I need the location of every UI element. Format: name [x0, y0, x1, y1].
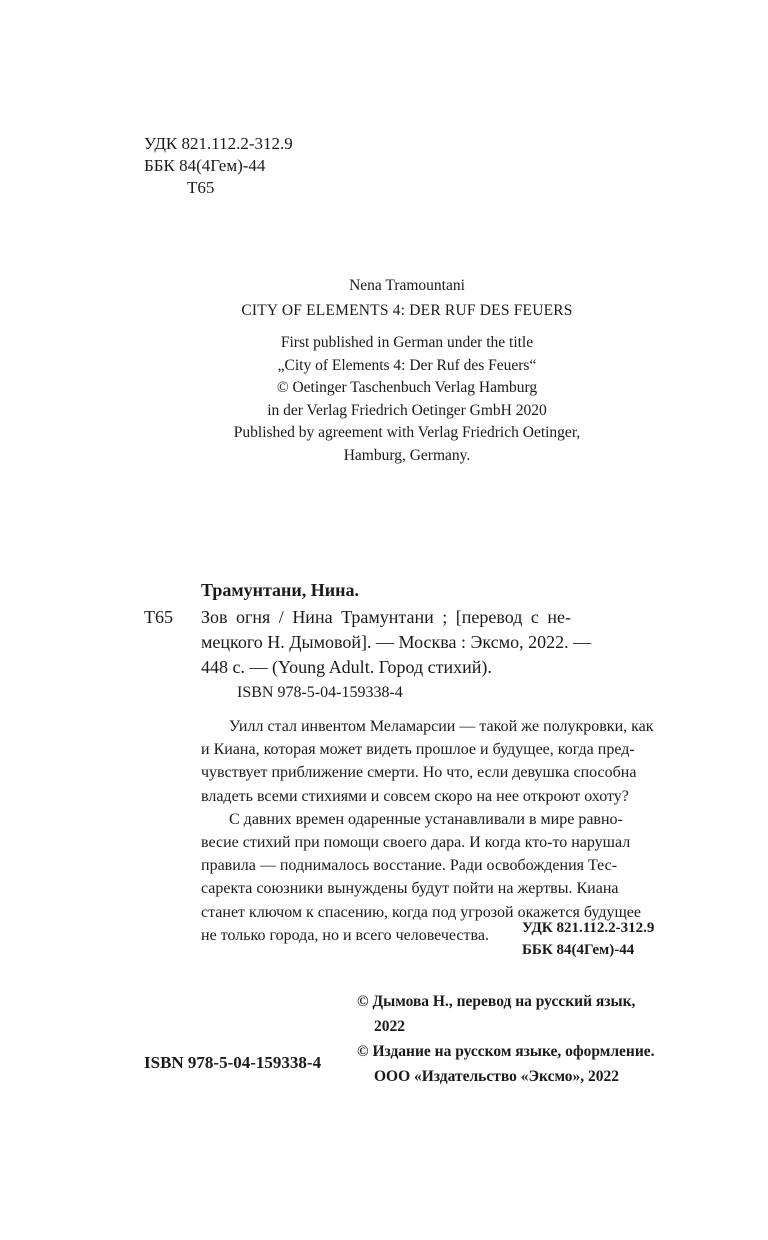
annotation-line: не только города, но и всего человечества.	[201, 926, 489, 944]
original-author: Nena Tramountani	[349, 277, 465, 294]
publication-line: © Oetinger Taschenbuch Verlag Hamburg	[276, 379, 538, 396]
publication-line: First published in German under the title	[280, 334, 534, 351]
copyright-line: 2022	[374, 1018, 405, 1035]
publication-line: Hamburg, Germany.	[343, 446, 471, 464]
bibliographic-line: мецкого Н. Дымовой]. — Москва : Эксмо, 2022. —	[201, 632, 592, 652]
classification-repeat	[522, 917, 654, 961]
annotation	[201, 715, 675, 947]
copyright-line: ООО «Издательство «Эксмо», 2022	[374, 1068, 620, 1085]
annotation-line: Уилл стал инвентом Меламарсии — такой же полукровки, как	[229, 718, 654, 735]
udk-code: УДК 821.112.2-312.9	[144, 134, 293, 153]
publication-line: „City of Elements 4: Der Ruf des Feuers“	[277, 356, 537, 374]
isbn-main: ISBN 978-5-04-159338-4	[144, 1053, 322, 1072]
bibliographic-code: Т65	[144, 607, 173, 627]
author-mark: Т65	[187, 178, 215, 197]
annotation-line: владеть всеми стихиями и совсем скоро на нее откроют охоту?	[201, 787, 629, 805]
copyright-notice	[357, 989, 655, 1089]
annotation-line: С давних времен одаренные устанавливали в мире равно-	[229, 810, 623, 828]
annotation-line: и Киана, которая может видеть прошлое и будущее, когда пред-	[201, 741, 635, 759]
bibliographic-line: 448 с. — (Young Adult. Город стихий).	[201, 657, 492, 677]
annotation-line: чувствует приближение смерти. Но что, если девушка способна	[201, 764, 637, 782]
original-publication-info	[144, 332, 670, 467]
annotation-line: правила — поднималось восстание. Ради освобождения Тес-	[201, 857, 618, 875]
publication-line: in der Verlag Friedrich Oetinger GmbH 2020	[267, 401, 547, 419]
classification-block	[144, 133, 293, 199]
bibliographic-isbn: ISBN 978-5-04-159338-4	[237, 684, 403, 701]
udk-code-repeat: УДК 821.112.2-312.9	[522, 920, 655, 936]
original-title: CITY OF ELEMENTS 4: DER RUF DES FEUERS	[241, 302, 573, 319]
bbk-code: ББК 84(4Гем)-44	[144, 156, 266, 175]
bibliographic-heading: Трамунтани, Нина.	[201, 580, 360, 600]
copyright-line: © Издание на русском языке, оформление.	[357, 1043, 655, 1060]
publication-line: Published by agreement with Verlag Friedrich Oetinger,	[233, 424, 581, 441]
annotation-line: станет ключом к спасению, когда под угрозой окажется будущее	[201, 903, 642, 921]
copyright-line: © Дымова Н., перевод на русский язык,	[357, 993, 636, 1010]
annotation-line: весие стихий при помощи своего дара. И когда кто-то нарушал	[201, 834, 631, 852]
annotation-line: саректа союзники вынуждены будут пойти на жертвы. Киана	[201, 880, 619, 898]
bibliographic-line: Зов огня / Нина Трамунтани ; [перевод с не-	[201, 607, 571, 627]
bbk-code-repeat: ББК 84(4Гем)-44	[522, 942, 635, 958]
